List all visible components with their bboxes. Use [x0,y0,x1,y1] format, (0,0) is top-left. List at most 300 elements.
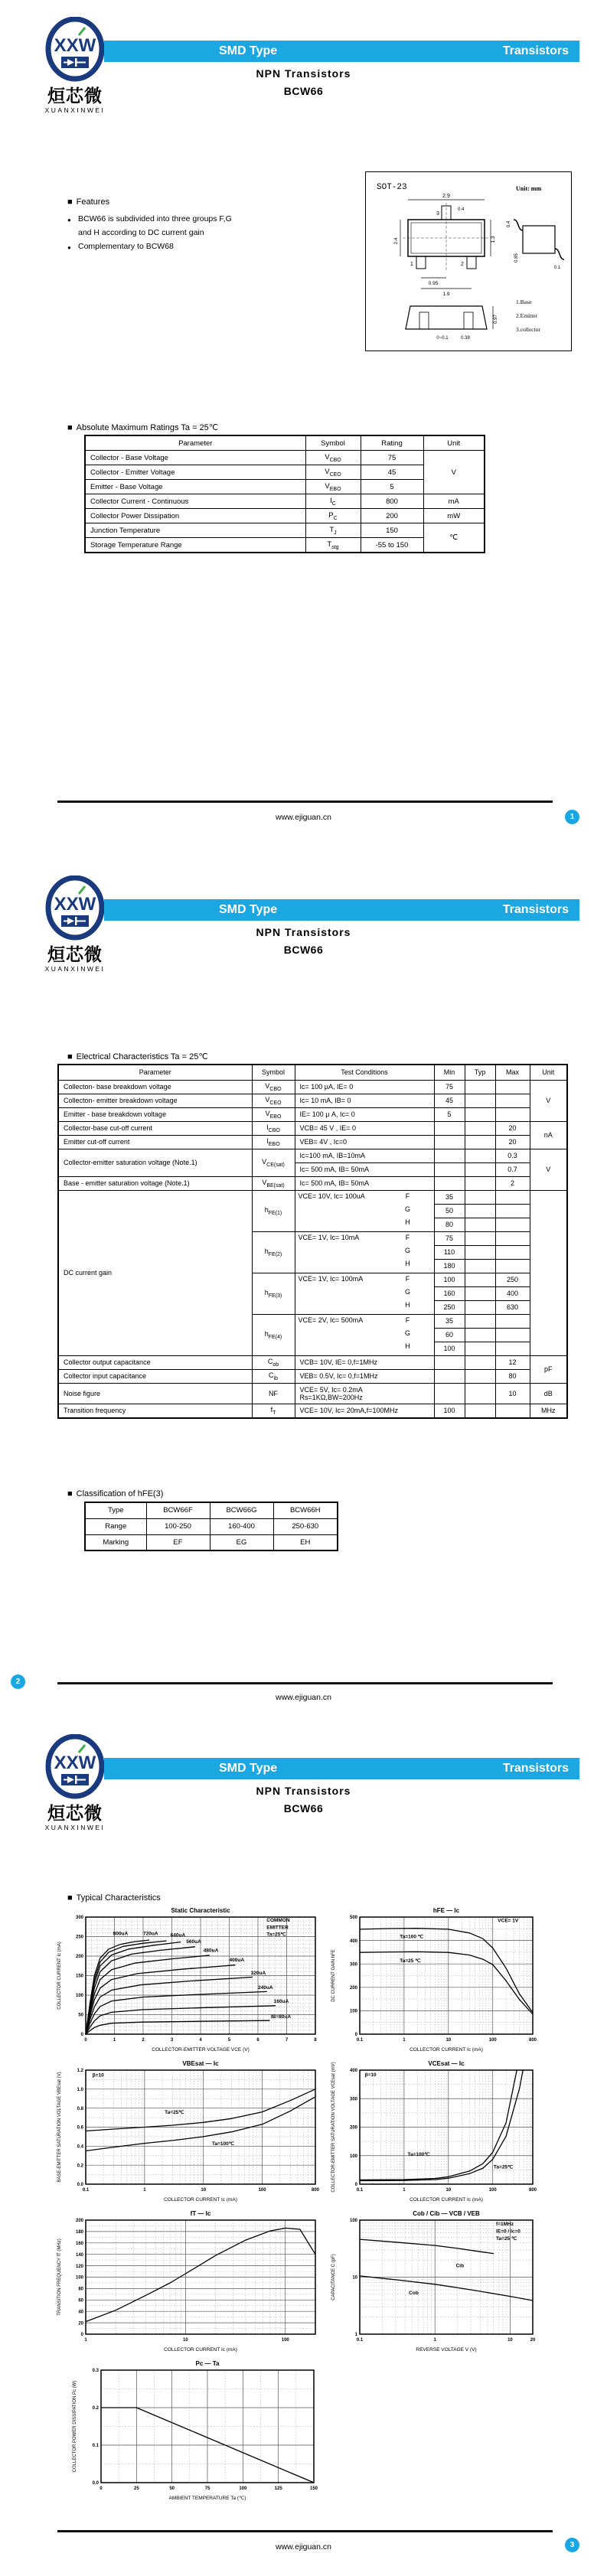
typ-cell [465,1149,495,1162]
typ-cell [465,1300,495,1314]
header-bar [104,899,579,921]
svg-text:CAPACITANCE C (pF): CAPACITANCE C (pF) [331,2254,336,2300]
feature-text: Complementary to BCW68 [78,241,174,251]
typ-cell [465,1080,495,1094]
column-header: Rating [361,435,423,451]
chart-vbesat-vs-ic [54,2059,323,2206]
svg-text:120: 120 [75,2264,83,2269]
typ-cell [465,1342,495,1355]
svg-text:Ta=100℃: Ta=100℃ [211,2141,235,2147]
min-cell: 45 [434,1094,465,1107]
brand-name-cn: 烜芯微 [47,1804,103,1824]
svg-text:100: 100 [488,2188,497,2193]
svg-text:COLLECTOR CURRENT Ic (mA): COLLECTOR CURRENT Ic (mA) [164,2347,237,2353]
symbol-cell: $T_{stg}$ [305,538,361,553]
symbol-cell: NF [252,1383,295,1404]
svg-text:0~0.1: 0~0.1 [436,336,449,341]
feature-text: BCW66 is subdivided into three groups F,G [78,214,232,223]
svg-text:100: 100 [349,2009,357,2014]
column-header: Typ [465,1065,495,1080]
parameter-cell: Junction Temperature [85,523,305,538]
svg-text:0.1: 0.1 [553,266,561,270]
min-cell: 80 [434,1218,465,1231]
doc-subtitle: NPN Transistors [256,67,351,80]
features-section [67,196,312,254]
svg-text:10: 10 [352,2275,357,2281]
max-cell: 250 [495,1273,530,1286]
svg-text:0.38: 0.38 [461,336,470,341]
parameter-cell: DC current gain [58,1190,252,1355]
chart-pc-vs-ta [69,2359,321,2504]
svg-text:REVERSE VOLTAGE V (V): REVERSE VOLTAGE V (V) [416,2347,477,2353]
brand-name-cn: 烜芯微 [47,86,103,106]
svg-text:Ta=25 ℃: Ta=25 ℃ [496,2235,517,2242]
typ-cell [465,1218,495,1231]
svg-text:560uA: 560uA [186,1939,201,1945]
conditions-cell: VCE= 1V, Ic= 100mA F G H [295,1273,434,1314]
svg-text:1: 1 [143,2188,146,2193]
svg-text:0: 0 [354,2183,357,2188]
svg-text:DC CURRENT GAIN hFE: DC CURRENT GAIN hFE [331,1949,336,2002]
min-cell: 180 [434,1259,465,1273]
chart-static-characteristic [54,1906,323,2056]
typ-cell [465,1404,495,1418]
svg-text:7: 7 [285,2038,289,2043]
column-header: Parameter [58,1065,252,1080]
svg-text:COLLECTOR CURRENT Ic (mA): COLLECTOR CURRENT Ic (mA) [410,2047,483,2053]
max-cell [495,1107,530,1121]
brand-name-en: XUANXINWEI [44,106,106,115]
max-cell [495,1094,530,1107]
unit-cell [530,1190,567,1355]
parameter-cell: Emitter - Base Voltage [85,480,305,494]
svg-text:0: 0 [84,2038,87,2043]
max-cell [495,1190,530,1204]
svg-text:BASE-EMITTER SATURATION VOLTAG: BASE-EMITTER SATURATION VOLTAGE VBEsat (V) [57,2072,62,2183]
svg-text:0.6: 0.6 [77,2125,83,2131]
svg-text:0.1: 0.1 [92,2444,99,2449]
footer-rule [57,2530,553,2532]
svg-text:300: 300 [349,1962,357,1968]
unit-cell: mA [423,494,485,509]
svg-text:Unit: mm: Unit: mm [516,185,542,192]
svg-text:0.0: 0.0 [77,2183,83,2188]
symbol-cell: $h_{FE(2)}$ [252,1231,295,1273]
unit-cell: MHz [530,1404,567,1418]
parameter-cell: Collector output capacitance [58,1355,252,1369]
rating-cell: 200 [361,509,423,523]
svg-text:0.4: 0.4 [507,220,511,228]
conditions-cell: VCB= 10V, IE= 0,f=1MHz [295,1355,434,1369]
svg-text:0.2: 0.2 [77,2164,83,2169]
feature-item [67,227,312,240]
svg-text:300: 300 [75,1916,83,1921]
brand-name-en: XUANXINWEI [44,1824,106,1832]
svg-text:6: 6 [256,2038,259,2043]
symbol-cell: $V_{CE(sat)}$ [252,1149,295,1176]
conditions-cell: VCE= 5V, Ic= 0.2mA Rs=1KΩ,BW=200Hz [295,1383,434,1404]
svg-text:0: 0 [354,2033,357,2038]
svg-text:XXW: XXW [54,894,96,915]
svg-text:200: 200 [349,2125,357,2131]
svg-text:1.Base: 1.Base [516,298,532,305]
svg-text:COMMON: COMMON [266,1918,290,1924]
symbol-cell: $h_{FE(1)}$ [252,1190,295,1231]
chart-svg-hfe_ic [328,1906,540,2056]
typ-cell [465,1190,495,1204]
conditions-cell: VCE= 10V, Ic= 100uA F G H [295,1190,434,1231]
svg-text:10: 10 [183,2338,188,2343]
rating-cell: 150 [361,523,423,538]
svg-text:IB=80uA: IB=80uA [270,2014,292,2020]
svg-text:50: 50 [169,2486,175,2491]
unit-cell: V [423,451,485,494]
min-cell: 75 [434,1080,465,1094]
svg-text:0: 0 [80,2333,83,2338]
svg-text:50: 50 [78,2013,83,2018]
chart-svg-static [54,1906,323,2056]
symbol-cell: $I_{EBO}$ [252,1135,295,1149]
svg-text:10: 10 [445,2038,452,2043]
svg-text:TRANSITION FREQUENCY fT (M: TRANSITION FREQUENCY fT (MHz) [57,2239,62,2316]
typ-cell [465,1204,495,1218]
page-number-badge: 3 [565,2538,579,2552]
bullet-icon: ● [67,243,71,251]
symbol-cell: $T_J$ [305,523,361,538]
svg-text:β=10: β=10 [92,2072,104,2079]
rating-cell: 45 [361,465,423,480]
svg-text:0.8: 0.8 [77,2106,83,2111]
svg-text:800uA: 800uA [113,1931,129,1937]
svg-text:1.9: 1.9 [442,292,450,297]
conditions-cell: VEB= 0.5V, Ic= 0,f=1MHz [295,1369,434,1383]
svg-text:180: 180 [75,2230,83,2235]
bullet-icon: ● [67,216,71,223]
svg-text:100: 100 [349,2219,357,2224]
parameter-cell: Noise figure [58,1383,252,1404]
svg-text:1.0: 1.0 [77,2088,83,2093]
conditions-cell: VEB= 4V , Ic=0 [295,1135,434,1149]
column-header: Symbol [252,1065,295,1080]
max-cell: 20 [495,1135,530,1149]
svg-text:200: 200 [75,1955,83,1960]
classification-cell: Marking [85,1534,146,1550]
rating-cell: 75 [361,451,423,465]
footer-site: www.ejiguan.cn [276,813,331,822]
svg-text:3: 3 [170,2038,174,2043]
chart-hfe-vs-ic [328,1906,540,2056]
section-marker: ■ [67,197,73,207]
min-cell: 100 [434,1404,465,1418]
svg-text:COLLECTOR-EMITTER SATURATION V: COLLECTOR-EMITTER SATURATION VOLTAGE VCEsat (mV) [331,2062,336,2193]
chart-svg-pc [69,2359,321,2504]
max-cell: 400 [495,1286,530,1300]
min-cell [434,1121,465,1135]
svg-text:Cob / Cib ― VCB / VEB: Cob / Cib ― VCB / VEB [413,2210,480,2217]
svg-text:20: 20 [530,2338,536,2343]
svg-text:125: 125 [274,2486,282,2491]
svg-text:100: 100 [75,1994,83,1999]
symbol-cell: $I_{CBO}$ [252,1121,295,1135]
max-cell [495,1342,530,1355]
conditions-cell: Ic= 500 mA, IB= 50mA [295,1162,434,1176]
max-cell [495,1245,530,1259]
symbol-cell: $V_{CBO}$ [252,1080,295,1094]
chart-svg-cap [328,2209,540,2356]
svg-text:1: 1 [84,2338,87,2343]
max-cell [495,1259,530,1273]
svg-text:320uA: 320uA [250,1970,266,1976]
svg-text:0.2: 0.2 [92,2406,99,2411]
svg-text:4: 4 [199,2038,202,2043]
min-cell: 35 [434,1314,465,1328]
classification-cell: 250-630 [273,1518,338,1534]
svg-text:200: 200 [349,1986,357,1991]
svg-text:0.4: 0.4 [458,207,465,212]
footer-rule [57,801,553,803]
min-cell: 35 [434,1190,465,1204]
typ-cell [465,1286,495,1300]
max-cell [495,1404,530,1418]
unit-cell: dB [530,1383,567,1404]
feature-item [67,240,312,255]
svg-text:1: 1 [354,2333,357,2338]
symbol-cell: $V_{EBO}$ [252,1107,295,1121]
typ-cell [465,1231,495,1245]
brand-name-en: XUANXINWEI [44,965,106,973]
max-cell: 10 [495,1383,530,1404]
svg-text:1: 1 [403,2188,406,2193]
package-drawing-svg [366,172,569,349]
amr-title: ■ Absolute Maximum Ratings Ta = 25℃ [67,423,219,432]
svg-text:100: 100 [75,2275,83,2281]
typ-cell [465,1383,495,1404]
column-header: Unit [530,1065,567,1080]
parameter-cell: Storage Temperature Range [85,538,305,553]
rating-cell: 800 [361,494,423,509]
chart-vcesat-vs-ic [328,2059,540,2206]
classification-cell: Range [85,1518,146,1534]
conditions-cell: Ic= 100 μA, IE= 0 [295,1080,434,1094]
min-cell: 75 [434,1231,465,1245]
column-header: Parameter [85,435,305,451]
package-drawing [365,171,572,351]
brand-logo [40,1734,110,1831]
typ-cell [465,1369,495,1383]
doc-subtitle: NPN Transistors [256,1785,351,1797]
chart-svg-ft [54,2209,323,2356]
svg-text:3.collector: 3.collector [516,326,540,333]
page-number-badge: 1 [565,810,579,824]
parameter-cell: Collector - Base Voltage [85,451,305,465]
symbol-cell: $h_{FE(4)}$ [252,1314,295,1355]
symbol-cell: $h_{FE(3)}$ [252,1273,295,1314]
feature-item [67,213,312,227]
svg-text:Ta=100℃: Ta=100℃ [407,2151,430,2157]
min-cell: 250 [434,1300,465,1314]
svg-text:XXW: XXW [54,35,96,56]
page-number-badge: 2 [11,1674,25,1689]
svg-text:150: 150 [309,2486,318,2491]
chart-ft-vs-ic [54,2209,323,2356]
typ-cell [465,1273,495,1286]
header-bar-left: SMD Type [219,44,278,57]
symbol-cell: $V_{CBO}$ [305,451,361,465]
symbol-cell: $V_{CEO}$ [305,465,361,480]
svg-text:0.1: 0.1 [82,2188,90,2193]
symbol-cell: $C_{ib}$ [252,1369,295,1383]
footer-site: www.ejiguan.cn [276,2542,331,2552]
svg-text:0.3: 0.3 [92,2369,99,2374]
max-cell: 0.7 [495,1162,530,1176]
parameter-cell: Collector input capacitance [58,1369,252,1383]
svg-text:2.4: 2.4 [393,237,399,245]
svg-text:400uA: 400uA [229,1958,245,1964]
max-cell: 2 [495,1176,530,1190]
max-cell: 12 [495,1355,530,1369]
svg-text:0.1: 0.1 [356,2188,364,2193]
symbol-cell: $V_{BE(sat)}$ [252,1176,295,1190]
hfe-classification-table [84,1502,338,1551]
conditions-cell: Ic= 10 mA, IB= 0 [295,1094,434,1107]
parameter-cell: Collector Current - Continuous [85,494,305,509]
svg-text:Cib: Cib [455,2263,465,2269]
svg-text:0.1: 0.1 [356,2038,364,2043]
header-bar-left: SMD Type [219,1762,278,1775]
svg-text:2.9: 2.9 [442,194,450,199]
column-header: Min [434,1065,465,1080]
svg-text:0: 0 [80,2033,83,2038]
doc-subtitle: NPN Transistors [256,926,351,938]
svg-text:800: 800 [528,2038,537,2043]
svg-text:3: 3 [436,211,439,217]
header-bar [104,41,579,62]
max-cell: 0.3 [495,1149,530,1162]
svg-text:Static Characteristic: Static Characteristic [171,1907,230,1914]
svg-text:hFE ― Ic: hFE ― Ic [432,1907,460,1914]
svg-text:40: 40 [78,2310,83,2315]
typ-cell [465,1355,495,1369]
svg-text:0.97: 0.97 [494,315,498,324]
svg-text:fT ― Ic: fT ― Ic [190,2210,211,2217]
svg-text:0.4: 0.4 [77,2144,83,2150]
ec-title: ■ Electrical Characteristics Ta = 25℃ [67,1052,208,1061]
page-2 [0,859,607,1717]
svg-text:25: 25 [133,2486,139,2491]
header-bar-right: Transistors [502,44,569,57]
symbol-cell: $P_C$ [305,509,361,523]
svg-text:COLLECTOR CURRENT Ic (mA): COLLECTOR CURRENT Ic (mA) [57,1942,62,2010]
svg-text:AMBIENT TEMPERATURE Ta (℃): AMBIENT TEMPERATURE Ta (℃) [168,2496,246,2501]
min-cell: 160 [434,1286,465,1300]
min-cell: 5 [434,1107,465,1121]
part-number: BCW66 [283,944,324,956]
classification-cell: EG [210,1534,273,1550]
brand-logo [40,876,110,973]
min-cell [434,1369,465,1383]
typ-cell [465,1314,495,1328]
min-cell [434,1135,465,1149]
svg-text:640uA: 640uA [170,1932,186,1939]
svg-text:100: 100 [258,2188,266,2193]
svg-text:IE=0 / Ic=0: IE=0 / Ic=0 [496,2229,521,2235]
unit-cell: mW [423,509,485,523]
conditions-cell: VCE= 10V, Ic= 20mA,f=100MHz [295,1404,434,1418]
svg-text:COLLECTOR-EMITTER VOLTAGE VC: COLLECTOR-EMITTER VOLTAGE VCE (V) [152,2047,250,2053]
svg-text:Cob: Cob [409,2290,419,2296]
min-cell: 110 [434,1245,465,1259]
typ-cell [465,1162,495,1176]
electrical-characteristics-table [57,1064,568,1419]
svg-text:1: 1 [403,2038,406,2043]
svg-text:100: 100 [239,2486,247,2491]
min-cell [434,1355,465,1369]
max-cell [495,1231,530,1245]
parameter-cell: Emitter cut-off current [58,1135,252,1149]
svg-text:β=10: β=10 [364,2072,377,2079]
symbol-cell: $V_{CEO}$ [252,1094,295,1107]
svg-text:100: 100 [488,2038,497,2043]
classification-cell: EF [146,1534,210,1550]
typ-cell [465,1259,495,1273]
max-cell: 20 [495,1121,530,1135]
header-bar [104,1758,579,1779]
parameter-cell: Collector - Emitter Voltage [85,465,305,480]
svg-text:75: 75 [204,2486,210,2491]
unit-cell: pF [530,1355,567,1383]
min-cell: 60 [434,1328,465,1342]
conditions-cell: VCE= 1V, Ic= 10mA F G H [295,1231,434,1273]
brand-name-cn: 烜芯微 [47,945,103,965]
svg-text:1.3: 1.3 [491,236,496,243]
typ-cell [465,1328,495,1342]
svg-text:10: 10 [507,2338,513,2343]
conditions-cell: VCB= 45 V , IE= 0 [295,1121,434,1135]
unit-cell: V [530,1149,567,1190]
header-bar-right: Transistors [502,1762,569,1775]
parameter-cell: Transition frequency [58,1404,252,1418]
max-cell [495,1204,530,1218]
svg-text:10: 10 [445,2188,452,2193]
svg-text:2: 2 [461,262,464,267]
unit-cell: nA [530,1121,567,1149]
svg-text:150: 150 [75,1974,83,1979]
max-cell [495,1218,530,1231]
svg-text:1: 1 [410,262,413,267]
min-cell [434,1176,465,1190]
svg-text:COLLECTOR POWER DISSIPATION P: COLLECTOR POWER DISSIPATION Pc (W) [73,2380,77,2473]
min-cell: 100 [434,1342,465,1355]
unit-cell: ℃ [423,523,485,553]
svg-text:COLLECTOR CURRENT Ic (mA): COLLECTOR CURRENT Ic (mA) [164,2197,237,2203]
svg-text:160uA: 160uA [273,1999,289,2005]
svg-text:60: 60 [78,2298,83,2304]
chart-svg-vbesat [54,2059,323,2206]
page-1 [0,0,607,859]
rating-cell: 5 [361,480,423,494]
svg-text:VCEsat ― Ic: VCEsat ― Ic [428,2060,465,2067]
svg-text:Ta=100 ℃: Ta=100 ℃ [400,1934,424,1940]
typ-cell [465,1121,495,1135]
part-number: BCW66 [283,1802,324,1815]
parameter-cell: Collecton- base breakdown voltage [58,1080,252,1094]
svg-text:250: 250 [75,1935,83,1940]
max-cell: 630 [495,1300,530,1314]
classification-cell: BCW66F [146,1502,210,1518]
svg-text:VCE= 1V: VCE= 1V [498,1918,519,1924]
svg-text:Ta=25℃: Ta=25℃ [165,2110,184,2116]
classification-title: ■ Classification of hFE(3) [67,1489,164,1498]
